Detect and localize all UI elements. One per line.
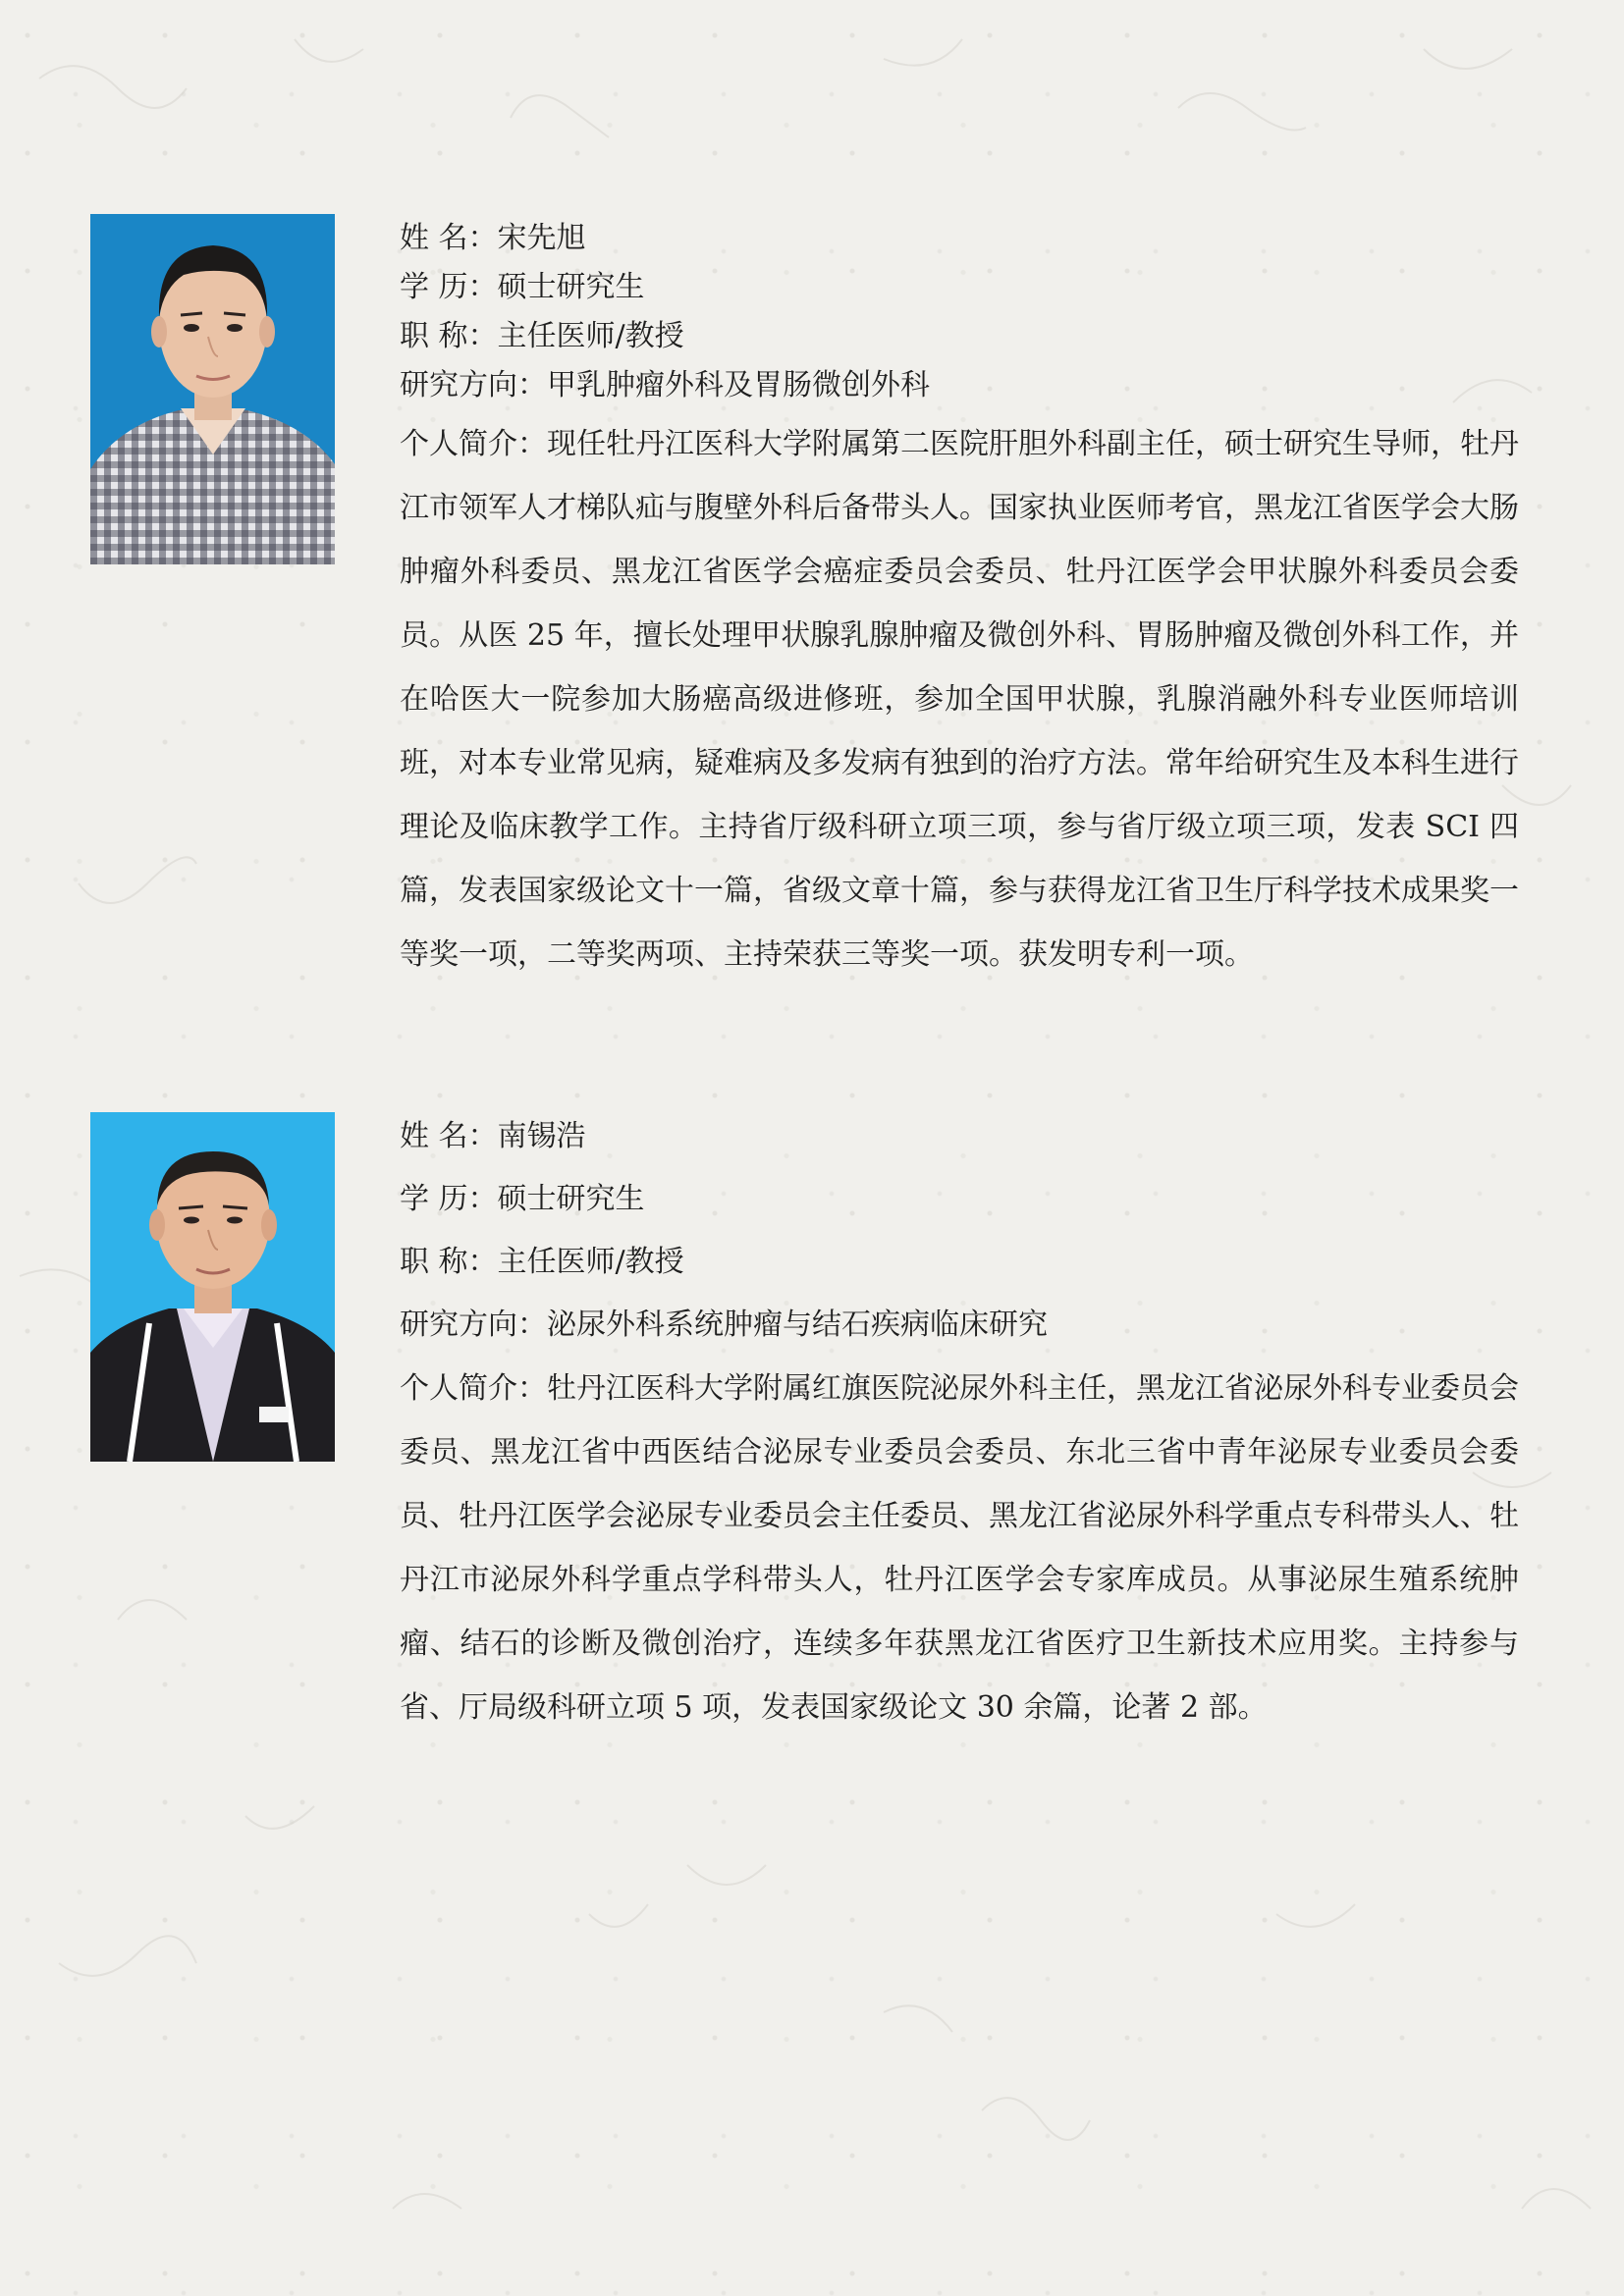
title-row <box>400 312 1519 361</box>
research-row <box>400 361 1519 410</box>
title-label: 职 称： <box>400 319 498 353</box>
title-label: 职 称： <box>400 1245 498 1279</box>
portrait-photo <box>90 1112 335 1462</box>
name-value: 宋先旭 <box>497 221 586 255</box>
education-row <box>400 1168 1519 1231</box>
portrait-photo <box>90 214 335 564</box>
doctor-info <box>400 214 1519 987</box>
intro-text: 现任牡丹江医科大学附属第二医院肝胆外科副主任，硕士研究生导师，牡丹江市领军人才梯队疝与腹壁外科后备带头人。国家执业医师考官，黑龙江省医学会大肠肿瘤外科委员、黑龙江省医学会癌症委员会委员、牡丹江医学会甲状腺外科委员会委员。从医 25 年，擅长处理甲状腺乳腺肿瘤及微创外科、胃肠肿瘤及微创外科工作，并在哈医大一院参加大肠癌高级进修班，参加全国甲状腺，乳腺消融外科专业医师培训班，对本专业常见病，疑难病及多发病有独到的治疗方法。常年给研究生及本科生进行理论及临床教学工作。主持省厅级科研立项三项，参与省厅级立项三项，发表 SCI 四篇，发表国家级论文十一篇，省级文章十篇，参与获得龙江省卫生厅科学技术成果奖一等奖一项，二等奖两项、主持荣获三等奖一项。获发明专利一项。 <box>400 427 1519 972</box>
name-label: 姓 名： <box>400 221 498 255</box>
education-row <box>400 263 1519 312</box>
intro-paragraph <box>400 1357 1519 1739</box>
research-value: 甲乳肿瘤外科及胃肠微创外科 <box>547 368 930 402</box>
education-label: 学 历： <box>400 1182 498 1216</box>
education-value: 硕士研究生 <box>497 1182 645 1216</box>
doctor-info <box>400 1112 1519 1739</box>
intro-label: 个人简介： <box>400 427 547 461</box>
name-label: 姓 名： <box>400 1119 498 1153</box>
education-value: 硕士研究生 <box>497 270 645 304</box>
intro-text: 牡丹江医科大学附属红旗医院泌尿外科主任，黑龙江省泌尿外科专业委员会委员、黑龙江省中西医结合泌尿专业委员会委员、东北三省中青年泌尿专业委员会委员、牡丹江医学会泌尿专业委员会主任委员、黑龙江省泌尿外科学重点专科带头人、牡丹江市泌尿外科学重点学科带头人，牡丹江医学会专家库成员。从事泌尿生殖系统肿瘤、结石的诊断及微创治疗，连续多年获黑龙江省医疗卫生新技术应用奖。主持参与省、厅局级科研立项 5 项，发表国家级论文 30 余篇，论著 2 部。 <box>400 1371 1519 1725</box>
research-label: 研究方向： <box>400 368 547 402</box>
title-value: 主任医师/教授 <box>497 319 684 353</box>
intro-label: 个人简介： <box>400 1371 547 1406</box>
title-row <box>400 1231 1519 1294</box>
name-row <box>400 1105 1519 1168</box>
education-label: 学 历： <box>400 270 498 304</box>
intro-paragraph <box>400 412 1519 987</box>
title-value: 主任医师/教授 <box>497 1245 684 1279</box>
name-row <box>400 214 1519 263</box>
research-label: 研究方向： <box>400 1308 547 1342</box>
research-value: 泌尿外科系统肿瘤与结石疾病临床研究 <box>547 1308 1048 1342</box>
name-value: 南锡浩 <box>497 1119 586 1153</box>
research-row <box>400 1294 1519 1357</box>
